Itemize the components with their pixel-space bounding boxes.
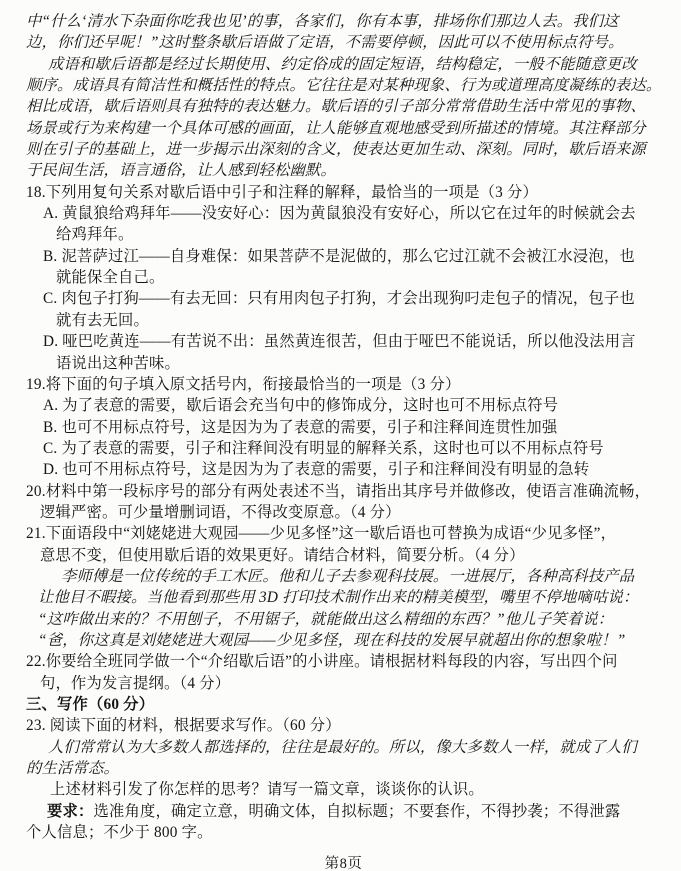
section-writing-heading: 三、写作（60 分） bbox=[26, 696, 155, 713]
question-23-stem: 23. 阅读下面的材料，根据要求写作。（60 分） bbox=[26, 717, 341, 735]
question-20-line2: 逻辑严密。可少量增删词语，不得改变原意。（4 分） bbox=[40, 503, 401, 521]
question-23-material-line2: 的生活常态。 bbox=[26, 760, 119, 778]
material-para2-line1: 成语和歇后语都是经过长期使用、约定俗成的固定短语，结构稳定，一般不能随意更改 bbox=[48, 55, 637, 73]
question-18-option-c-cont: 就有去无回。 bbox=[56, 311, 149, 329]
requirements-label: 要求： bbox=[47, 802, 94, 820]
question-22-line2: 句，作为发言提纲。（4 分） bbox=[40, 674, 231, 692]
question-19-stem: 19.将下面的句子填入原文括号内，衔接最恰当的一项是（3 分） bbox=[26, 375, 461, 393]
question-22-line1: 22.你要给全班同学做一个“介绍歇后语”的小讲座。请根据材料每段的内容，写出四个问 bbox=[26, 653, 618, 671]
question-18-option-a: A. 黄鼠狼给鸡拜年——没安好心：因为黄鼠狼没有安好心，所以它在过年的时候就会去 bbox=[43, 205, 636, 223]
material-para1-line2: 边，你们还早呢！”这时整条歇后语做了定语，不需要停顿，因此可以不使用标点符号。 bbox=[26, 34, 624, 52]
question-18-stem: 18.下列用复句关系对歇后语中引子和注释的解释，最恰当的一项是（3 分） bbox=[26, 183, 538, 201]
material-para2-line6: 于民间生活，语言通俗，让人感到轻松幽默。 bbox=[26, 162, 336, 180]
material-para2-line2: 顺序。成语具有简洁性和概括性的特点。它往往是对某种现象、行为或道理高度凝练的表达。 bbox=[26, 77, 662, 95]
question-23-requirements-line2: 个人信息；不少于 800 字。 bbox=[26, 824, 213, 842]
material-para2-line5: 则在引子的基础上，进一步揭示出深刻的含义，使表达更加生动、深刻。同时，歇后语来源 bbox=[26, 141, 646, 159]
question-18-option-d: D. 哑巴吃黄连——有苦说不出：虽然黄连很苦，但由于哑巴不能说话，所以他没法用言 bbox=[43, 333, 636, 351]
question-18-option-b-cont: 就能保全自己。 bbox=[56, 269, 165, 287]
question-21-passage-line4: “爸，你这真是刘姥姥进大观园——少见多怪，现在科技的发展早就超出你的想象啦！” bbox=[38, 631, 626, 649]
question-18-option-c: C. 肉包子打狗——有去无回：只有用肉包子打狗，才会出现狗叼走包子的情况，包子也 bbox=[43, 290, 635, 308]
requirements-text: 选准角度，确定立意，明确文体，自拟标题；不要套作，不得抄袭；不得泄露 bbox=[93, 802, 621, 820]
material-para1-line1: 中“什么‘清水下杂面你吃我也见’的事，各家们，你有本事，排场你们那边人去。我们这 bbox=[26, 13, 619, 30]
material-para2-line3: 相比成语，歇后语则具有独特的表达魅力。歇后语的引子部分常常借助生活中常见的事物、 bbox=[26, 98, 646, 116]
question-18-option-d-cont: 语说出这种苦味。 bbox=[56, 354, 180, 372]
question-19-option-d: D. 也可不用标点符号，这是因为为了表意的需要，引子和注释间没有明显的急转 bbox=[43, 461, 590, 479]
question-21-line1: 21.下面语段中“刘姥姥进大观园——少见多怪”这一歇后语也可替换为成语“少见多怪”， bbox=[26, 525, 617, 543]
question-21-line2: 意思不变，但使用歇后语的效果更好。请结合材料，简要分析。（4 分） bbox=[40, 546, 525, 564]
material-para2-line4: 场景或行为来构建一个具体可感的画面，让人能够直观地感受到所描述的情境。其注释部分 bbox=[26, 119, 646, 137]
question-19-option-a: A. 为了表意的需要，歇后语会充当句中的修饰成分，这时也可不用标点符号 bbox=[43, 397, 559, 415]
question-23-material-line1: 人们常常认为大多数人都选择的，往往是最好的。所以，像大多数人一样，就成了人们 bbox=[48, 738, 637, 756]
question-19-option-b: B. 也可不用标点符号，这是因为为了表意的需要，引子和注释间连贯性加强 bbox=[43, 418, 558, 436]
question-21-passage-line2: 让他目不暇接。当他看到那些用 3D 打印技术制作出来的精美模型，嘴里不停地嘀咕说： bbox=[38, 589, 639, 607]
question-23-requirements-line1 bbox=[26, 801, 661, 822]
page-number: 第8页 bbox=[324, 856, 363, 871]
question-20-line1: 20.材料中第一段标序号的部分有两处表述不当，请指出其序号并做修改，使语言准确流畅， bbox=[26, 482, 651, 500]
question-21-passage-line1: 李师傅是一位传统的手工木匠。他和儿子去参观科技展。一进展厅，各种高科技产品 bbox=[61, 567, 635, 585]
question-18-option-b: B. 泥菩萨过江——自身难保：如果菩萨不是泥做的，那么它过江就不会被江水浸泡，也 bbox=[43, 247, 635, 265]
question-18-option-a-cont: 给鸡拜年。 bbox=[56, 226, 134, 244]
question-23-prompt: 上述材料引发了你怎样的思考？请写一篇文章，谈谈你的认识。 bbox=[50, 781, 484, 799]
question-19-option-c: C. 为了表意的需要，引子和注释间没有明显的解释关系，这时也可以不用标点符号 bbox=[43, 439, 604, 457]
question-21-passage-line3: “这咋做出来的？不用刨子，不用锯子，就能做出这么精细的东西？”他儿子笑着说： bbox=[38, 610, 614, 628]
